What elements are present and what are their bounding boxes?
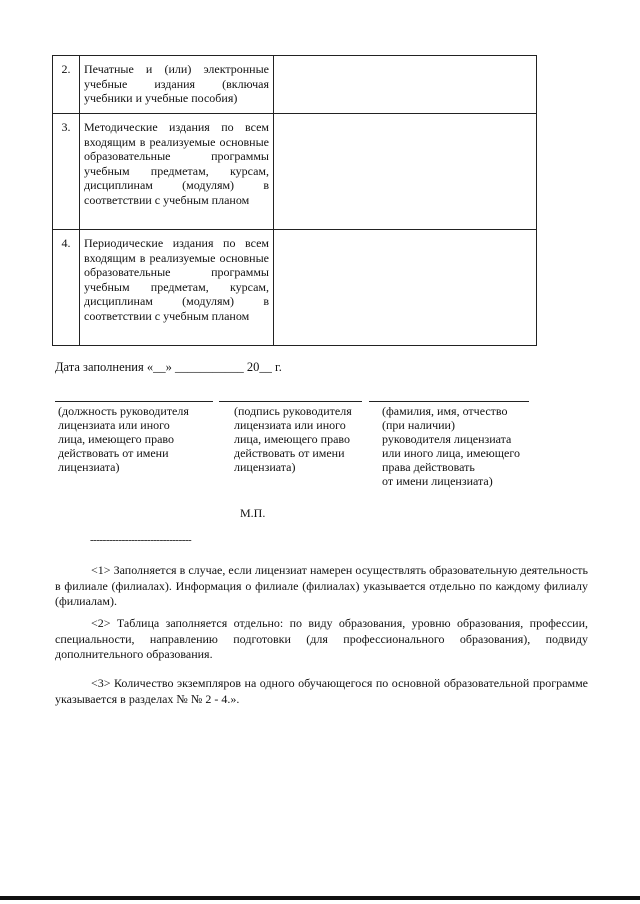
scan-edge	[0, 896, 640, 900]
row-value	[274, 230, 537, 346]
fill-date: Дата заполнения «__» ___________ 20__ г.	[55, 360, 282, 374]
row-number: 3.	[53, 114, 80, 230]
table-row	[53, 230, 537, 346]
signature-caption-position: (должность руководителя лицензиата или иного лица, имеющего право действовать от имени лицензиата)	[58, 404, 189, 474]
stamp-placeholder: М.П.	[240, 506, 266, 520]
signature-caption-name: (фамилия, имя, отчество (при наличии) руководителя лицензиата или иного лица, имеющего права действовать от имени лицензиата)	[382, 404, 520, 488]
footnote-separator: --------------------------------	[90, 534, 192, 546]
row-description: Печатные и (или) электронные учебные издания (включая учебники и учебные пособия)	[80, 56, 274, 114]
footnote-3: <3> Количество экземпляров на одного обучающегося по основной образовательной программе указывается в разделах № № 2 - 4.».	[55, 676, 588, 706]
signature-line-sign	[219, 401, 362, 402]
row-value	[274, 114, 537, 230]
table-row	[53, 114, 537, 230]
footnote-2: <2> Таблица заполняется отдельно: по виду образования, уровню образования, профессии, специальности, направлению подготовки (для профессионального образования), подвиду дополнительного образования.	[55, 616, 588, 661]
table-row	[53, 56, 537, 114]
signature-line-position	[55, 401, 213, 402]
literature-table	[52, 55, 537, 346]
signature-caption-sign: (подпись руководителя лицензиата или иного лица, имеющего право действовать от имени лицензиата)	[234, 404, 352, 474]
row-description: Периодические издания по всем входящим в реализуемые основные образовательные программы учебным предметам, курсам, дисциплинам (модулям) в соответствии с учебным планом	[80, 230, 274, 346]
row-number: 2.	[53, 56, 80, 114]
row-value	[274, 56, 537, 114]
row-number: 4.	[53, 230, 80, 346]
footnote-1: <1> Заполняется в случае, если лицензиат намерен осуществлять образовательную деятельность в филиале (филиалах). Информация о филиале (филиалах) указывается отдельно по каждому филиалу (филиалам).	[55, 563, 588, 608]
row-description: Методические издания по всем входящим в реализуемые основные образовательные программы учебным предметам, курсам, дисциплинам (модулям) в соответствии с учебным планом	[80, 114, 274, 230]
signature-line-name	[369, 401, 529, 402]
